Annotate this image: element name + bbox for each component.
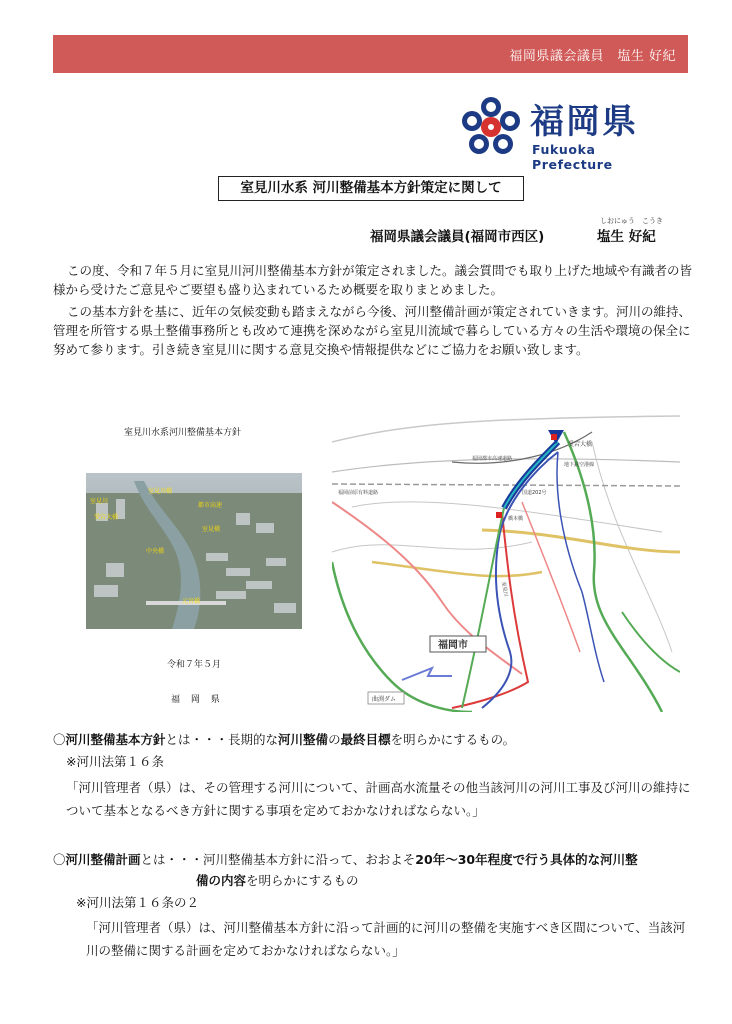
section1-note: ※河川法第１６条 [66,754,164,769]
photo-label-6: 元宮橋 [182,598,201,605]
ruby-given-name: こうき [642,217,663,225]
photo-label-4: 室見橋 [202,526,221,533]
cover-date: 令和７年５月 [167,660,222,670]
header-text: 福岡県議会議員 塩生 好紀 [509,49,676,64]
map-label-route202: 国道202号 [522,490,547,496]
author-name: 塩生 好紀 [597,229,656,245]
section1-heading: 〇河川整備基本方針とは・・・長期的な河川整備の最終目標を明らかにするもの。 [53,732,516,747]
section1-quote: 「河川管理者（県）は、その管理する河川について、計画高水流量その他当該河川の河川工事及び河川の維持について基本となるべき方針に関する事項を定めておかなければならない。」 [66,780,691,818]
map-label-nishi-line: 福岡前原有料道路 [338,490,379,496]
intro-paragraph-1: この度、令和７年５月に室見川河川整備基本方針が策定されました。議会質問でも取り上げた地域や有識者の皆様から受けたご意見やご要望も盛り込まれているため概要を取りまとめました。 [53,263,693,297]
section2-quote: 「河川管理者（県）は、河川整備基本方針に沿って計画的に河川の整備を実施すべき区間について、当該河川の整備に関する計画を定めておかなければならない。」 [86,920,686,958]
prefecture-emblem-icon [458,94,524,160]
map-label-bridge-mid: 橋本橋 [508,516,524,522]
author-label: 福岡県議会議員(福岡市西区) [370,229,545,245]
cover-issuer: 福 岡 県 [171,695,224,705]
river-basin-map [332,412,680,712]
ruby-surname: しおにゅう [600,217,635,225]
header-bar [53,35,688,73]
cover-title: 室見川水系河川整備基本方針 [124,428,242,438]
document-title: 室見川水系 河川整備基本方針策定に関して [218,176,524,201]
logo-english-text: Fukuoka Prefecture [532,142,613,172]
map-label-bridge-top: 愛宕大橋 [568,441,593,448]
aerial-river-photo [86,473,302,629]
map-label-river: 室見川 [500,581,509,598]
fukuoka-prefecture-logo [458,92,673,172]
map-label-subway: 地下鉄空港線 [564,462,595,468]
photo-label-2: 室見川橋 [148,488,173,495]
map-label-city: 福岡市 [438,640,468,651]
map-label-dam: 曲渕ダム [372,696,397,703]
map-label-expressway: 福岡都市高速道路 [472,456,513,462]
photo-label-1: 愛宕大橋 [94,514,119,521]
logo-japanese-text: 福岡県 [530,102,638,142]
photo-label-5: 中央橋 [146,548,165,555]
photo-label-0: 室見川 [90,498,109,505]
section2-heading: 〇河川整備計画とは・・・河川整備基本方針に沿って、おおよそ20年～30年程度で行う具体的な河川整 [53,852,638,867]
intro-paragraph-2: この基本方針を基に、近年の気候変動も踏まえながら今後、河川整備計画が策定されていきます。河川の維持、管理を所管する県土整備事務所とも改めて連携を深めながら室見川流域で暮らしている方々の生活や環境の保全に努めて参ります。引き続き室見川に関する意見交換や情報提供などにご協力をお願い致します。 [53,304,692,357]
section2-note: ※河川法第１６条の２ [76,895,199,910]
section2-heading-line2: 備の内容を明らかにするもの [196,873,359,888]
photo-label-3: 都市高速 [198,502,223,509]
